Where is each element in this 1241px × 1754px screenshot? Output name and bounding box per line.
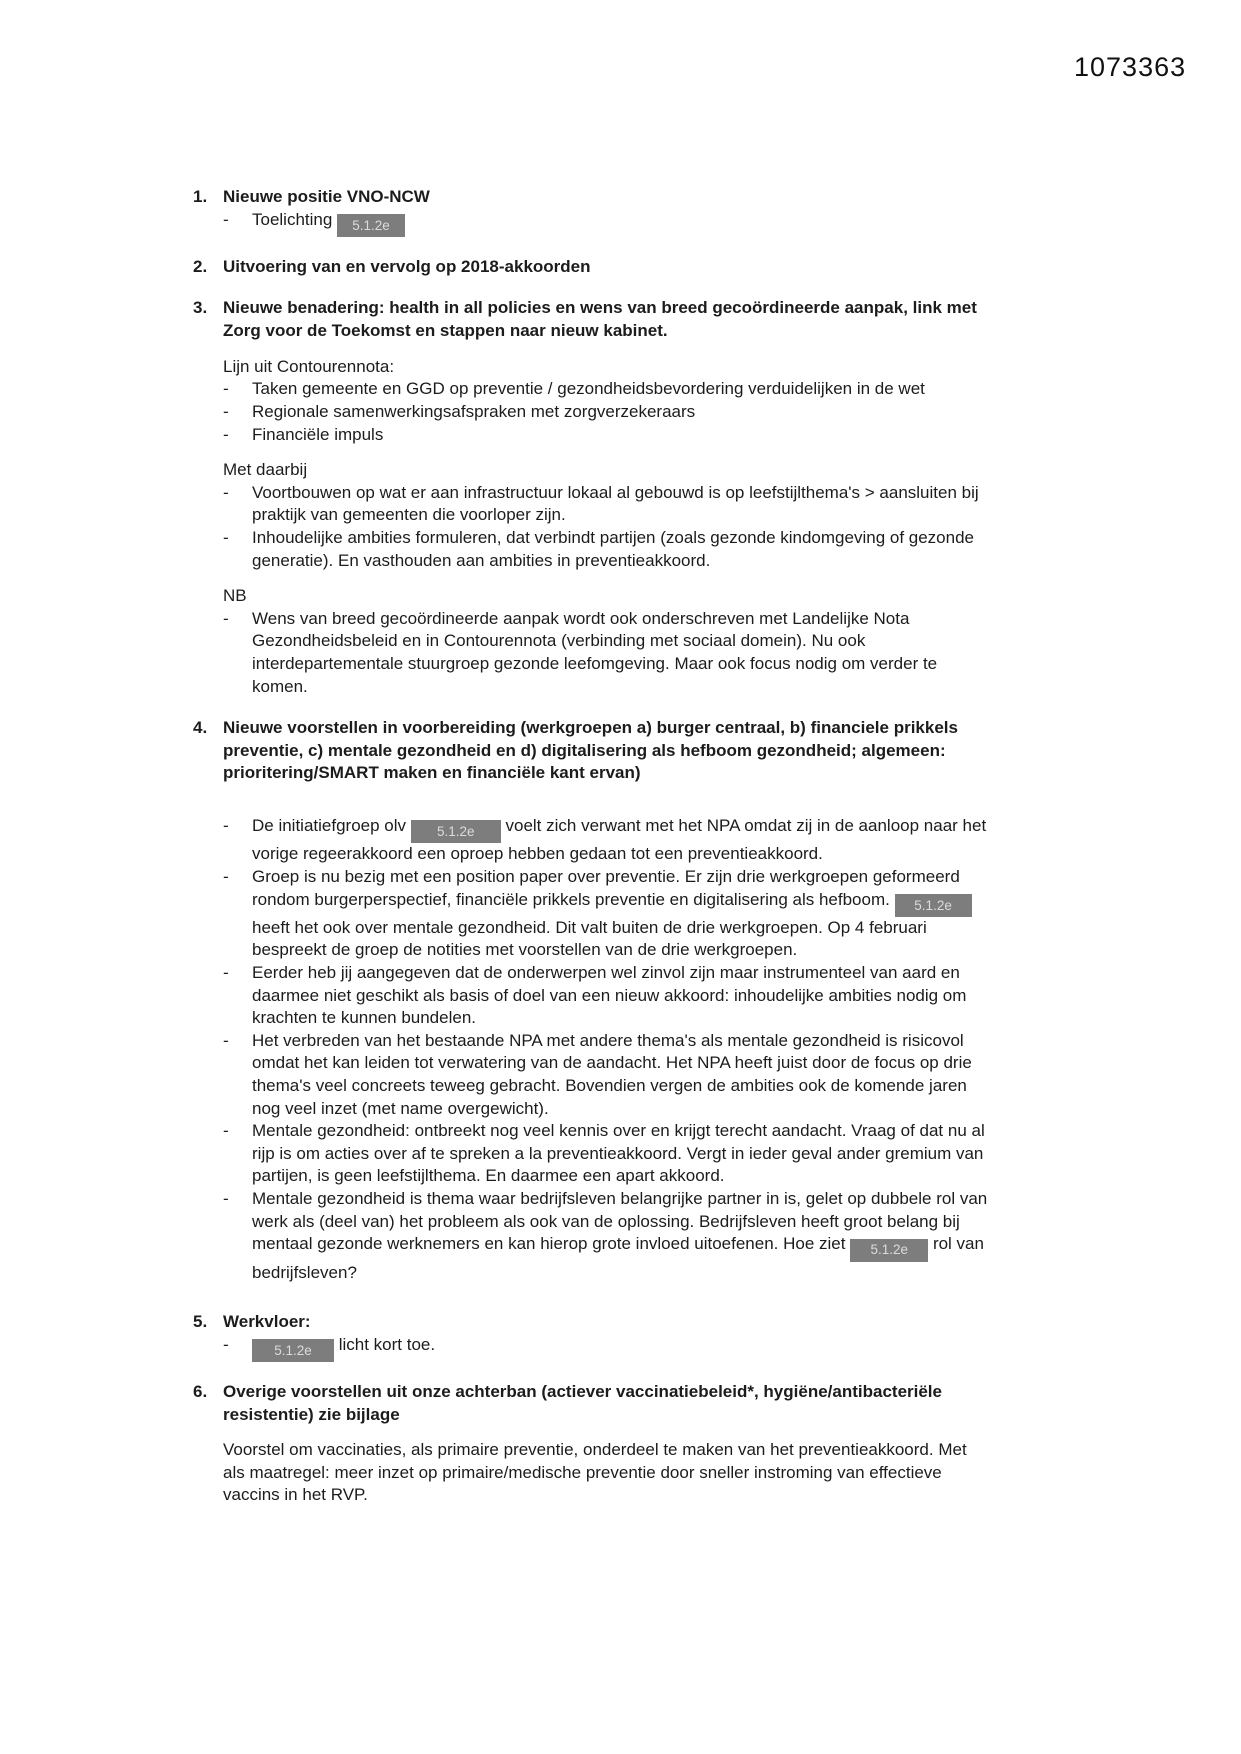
bullet-text: Mentale gezondheid: ontbreekt nog veel kennis over en krijgt terecht aandacht. Vraag of dat nu al rijp is om acties over af te spreken a la preventieakkoord. Vergt in ieder geval ander gremium van partijen, is geen leefstijlthema. En daarmee een apart akkoord. — [252, 1121, 985, 1186]
bullet-item — [223, 608, 993, 698]
bullet-item — [223, 378, 993, 401]
bullet-list — [223, 378, 993, 446]
bullet-item — [223, 482, 993, 527]
bullet-item — [223, 1030, 993, 1120]
bullet-dash: - — [223, 816, 229, 836]
section-title: Overige voorstellen uit onze achterban (actiever vaccinatiebeleid*, hygiëne/antibacteriële resistentie) zie bijlage — [223, 1382, 942, 1424]
section-number: 3. — [193, 298, 208, 318]
section-number: 6. — [193, 1382, 208, 1402]
bullet-text: Wens van breed gecoördineerde aanpak wordt ook onderschreven met Landelijke Nota Gezondheidsbeleid en in Contourennota (verbinding met sociaal domein). Nu ook interdepartementale stuurgroep gezonde leefomgeving. Maar ook focus nodig om verder te komen. — [252, 608, 938, 696]
section — [193, 1381, 993, 1507]
bullet-text: De initiatiefgroep olv 5.1.2e voelt zich verwant met het NPA omdat zij in de aanloop naar het vorige regeerakkoord een oproep hebben gedaan tot een preventieakkoord. — [252, 816, 987, 864]
bullet-dash: - — [223, 482, 229, 502]
bullet-dash: - — [223, 527, 229, 547]
bullet-item — [223, 209, 993, 237]
section-content — [223, 1311, 993, 1362]
bullet-text: Eerder heb jij aangegeven dat de onderwerpen wel zinvol zijn maar instrumenteel van aard en daarmee niet geschikt als basis of doel van een nieuw akkoord: inhoudelijke ambities nodig om krachten te kunnen bundelen. — [252, 962, 967, 1028]
section-number: 4. — [193, 718, 208, 738]
bullet-dash: - — [223, 401, 229, 421]
bullet-item — [223, 424, 993, 447]
bullet-dash: - — [223, 608, 229, 628]
section — [193, 717, 993, 1284]
redaction-box: 5.1.2e — [411, 820, 501, 843]
bullet-list — [223, 482, 993, 572]
sub-label: Met daarbij — [223, 460, 308, 480]
bullet-list — [223, 608, 993, 698]
bullet-text: Het verbreden van het bestaande NPA met andere thema's als mentale gezondheid is risicovol omdat het kan leiden tot verwatering van de aandacht. Het NPA heeft juist door de focus op drie thema's veel concreets teweeg gebracht. Bovendien vergen de ambities ook de komende jaren nog veel inzet (met name overgewicht). — [252, 1030, 972, 1118]
bullet-dash: - — [223, 1334, 229, 1354]
redaction-box: 5.1.2e — [850, 1239, 928, 1262]
sub-label: Lijn uit Contourennota: — [223, 356, 395, 376]
bullet-text: Toelichting 5.1.2e — [252, 209, 993, 237]
section-number: 5. — [193, 1312, 208, 1332]
bullet-text: Financiële impuls — [252, 424, 384, 444]
bullet-item — [223, 866, 993, 962]
section-content — [223, 256, 993, 279]
bullet-text: Mentale gezondheid is thema waar bedrijfsleven belangrijke partner in is, gelet op dubbele rol van werk als (deel van) het probleem als ook van de oplossing. Bedrijfsleven heeft groot belang bij mentaal gezonde werknemers en kan hierop grote invloed uitoefenen. Hoe ziet 5.1.2e rol van bedrijfsleven? — [252, 1189, 988, 1282]
bullet-item — [223, 1188, 993, 1284]
bullet-item — [223, 815, 993, 866]
section-title: Nieuwe benadering: health in all policies en wens van breed gecoördineerde aanpak, link met Zorg voor de Toekomst en stappen naar nieuw kabinet. — [223, 298, 977, 341]
bullet-item — [223, 527, 993, 572]
section — [193, 186, 993, 237]
bullet-dash: - — [223, 866, 229, 886]
section-content — [223, 186, 993, 237]
bullet-item — [223, 401, 993, 424]
bullet-text: Voortbouwen op wat er aan infrastructuur lokaal al gebouwd is op leefstijlthema's > aansluiten bij praktijk van gemeenten die voorloper zijn. — [252, 482, 979, 525]
bullet-text: Taken gemeente en GGD op preventie / gezondheidsbevordering verduidelijken in de wet — [252, 379, 925, 399]
redaction-box: 5.1.2e — [895, 894, 972, 917]
section-content — [223, 717, 993, 1284]
redaction-box: 5.1.2e — [252, 1339, 334, 1362]
section-content — [223, 1381, 993, 1507]
bullet-dash: - — [223, 424, 229, 444]
section-title: Werkvloer: — [223, 1312, 311, 1332]
section — [193, 297, 993, 698]
bullet-dash: - — [223, 379, 229, 399]
section — [193, 256, 993, 279]
section-content — [223, 297, 993, 698]
bullet-item — [223, 962, 993, 1030]
bullet-text: 5.1.2e licht kort toe. — [252, 1334, 993, 1362]
bullet-item — [223, 1120, 993, 1188]
document-sections — [193, 186, 993, 1526]
bullet-list — [223, 209, 993, 237]
bullet-text: Groep is nu bezig met een position paper over preventie. Er zijn drie werkgroepen geformeerd rondom burgerperspectief, financiële prikkels preventie en digitalisering als hefboom. 5.1.2e heeft het ook over mentale gezondheid. Dit valt buiten de drie werkgroepen. Op 4 februari bespreekt de groep de notities met voorstellen van de drie werkgroepen. — [252, 866, 993, 962]
bullet-text: Inhoudelijke ambities formuleren, dat verbindt partijen (zoals gezonde kindomgeving of gezonde generatie). En vasthouden aan ambities in preventieakkoord. — [252, 527, 974, 570]
section-number: 2. — [193, 256, 208, 276]
redaction-box: 5.1.2e — [337, 214, 405, 237]
bullet-dash: - — [223, 1189, 229, 1209]
section-number: 1. — [193, 187, 208, 206]
section-title: Nieuwe voorstellen in voorbereiding (werkgroepen a) burger centraal, b) financiele prikkels preventie, c) mentale gezondheid en d) digitalisering als hefboom gezondheid; algemeen: prioritering/SMART maken en financiële kant ervan) — [223, 718, 958, 783]
paragraph: Voorstel om vaccinaties, als primaire preventie, onderdeel te maken van het preventieakkoord. Met als maatregel: meer inzet op primaire/medische preventie door sneller instroming van effectieve vaccins in het RVP. — [223, 1440, 967, 1505]
bullet-list — [223, 815, 993, 1284]
bullet-text: Regionale samenwerkingsafspraken met zorgverzekeraars — [252, 401, 696, 421]
bullet-list — [223, 1334, 993, 1362]
section-title: Nieuwe positie VNO-NCW — [223, 187, 430, 206]
document-number: 1073363 — [1074, 52, 1187, 82]
bullet-item — [223, 1334, 993, 1362]
bullet-dash: - — [223, 1030, 229, 1050]
bullet-dash: - — [223, 962, 229, 982]
section-title: Uitvoering van en vervolg op 2018-akkoorden — [223, 256, 591, 276]
bullet-dash: - — [223, 1121, 229, 1141]
bullet-dash: - — [223, 209, 229, 229]
section — [193, 1311, 993, 1362]
sub-label: NB — [223, 586, 247, 606]
